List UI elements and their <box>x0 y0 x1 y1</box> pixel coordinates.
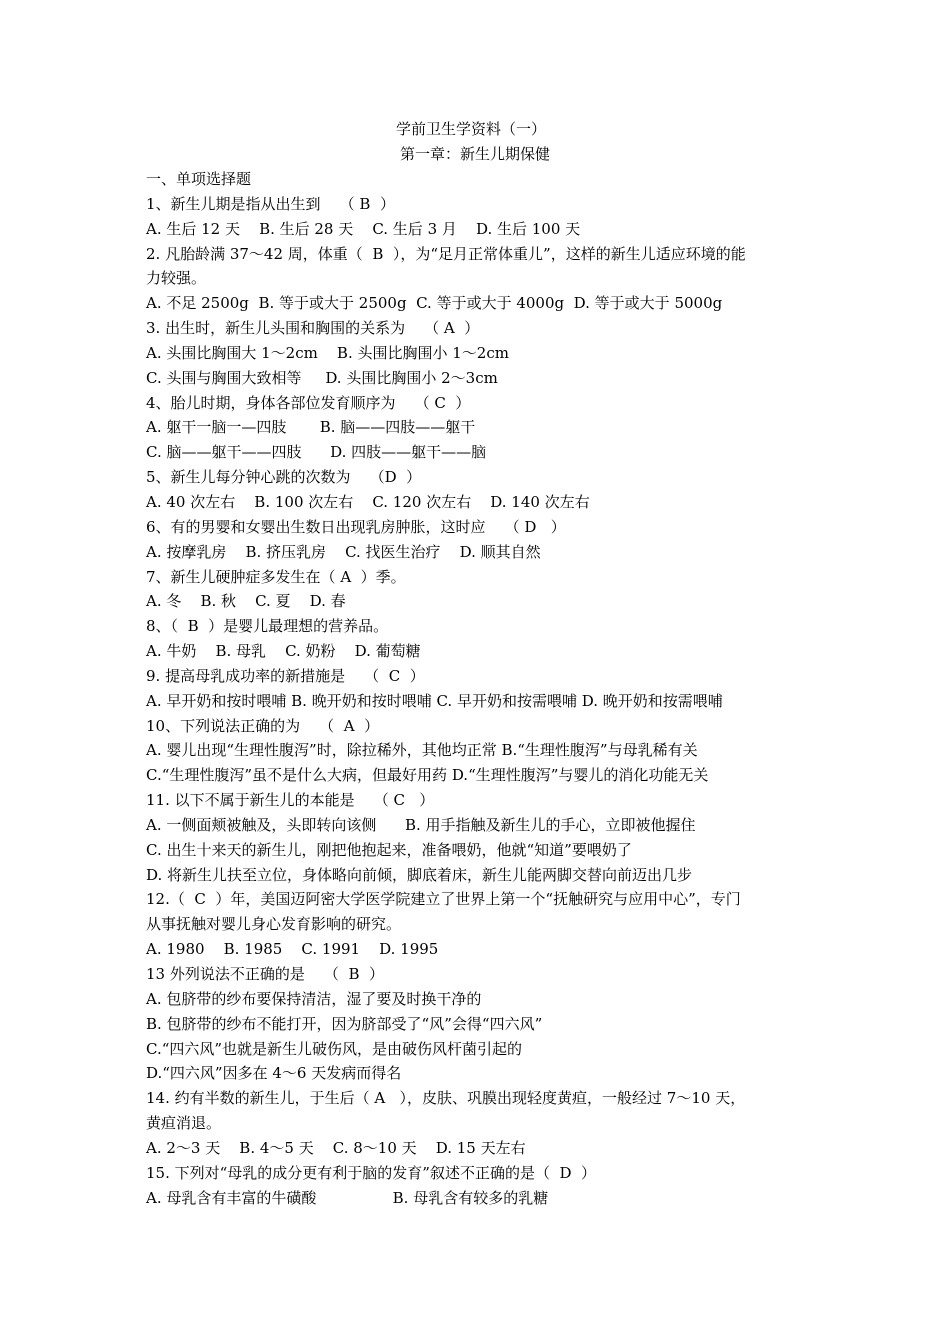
question-15: 15. 下列对“母乳的成分更有利于脑的发育”叙述不正确的是（ D ） <box>146 1163 597 1182</box>
question-8: 8、（ B ）是婴儿最理想的营养品。 <box>146 617 389 636</box>
options-14: A. 2～3 天 B. 4～5 天 C. 8～10 天 D. 15 天左右 <box>146 1138 526 1157</box>
question-7: 7、新生儿硬肿症多发生在（ A ）季。 <box>146 567 406 586</box>
options-13b: B. 包脐带的纱布不能打开，因为脐部受了“风”会得“四六风” <box>146 1014 543 1033</box>
section-heading: 一、单项选择题 <box>146 170 252 188</box>
document-title: 学前卫生学资料（一） <box>395 120 546 138</box>
options-7: A. 冬 B. 秋 C. 夏 D. 春 <box>146 592 346 611</box>
question-9: 9. 提高母乳成功率的新措施是 （ C ） <box>146 666 425 685</box>
chapter-heading: 第一章：新生儿期保健 <box>399 145 550 163</box>
question-1: 1、新生儿期是指从出生到 （ B ） <box>146 194 395 213</box>
question-12: 12.（ C ）年，美国迈阿密大学医学院建立了世界上第一个“抚触研究与应用中心”，专门 <box>146 890 741 909</box>
options-1: A. 生后 12 天 B. 生后 28 天 C. 生后 3 月 D. 生后 100 天 <box>146 219 581 238</box>
options-4b: C. 脑——躯干——四肢 D. 四肢——躯干——脑 <box>146 443 487 462</box>
options-13d: D.“四六风”因多在 4～6 天发病而得名 <box>146 1064 402 1083</box>
options-8: A. 牛奶 B. 母乳 C. 奶粉 D. 葡萄糖 <box>146 642 421 661</box>
options-11c: C. 出生十来天的新生儿，刚把他抱起来，准备喂奶，他就“知道”要喂奶了 <box>146 840 632 859</box>
options-11d: D. 将新生儿扶至立位，身体略向前倾，脚底着床，新生儿能两脚交替向前迈出几步 <box>146 865 693 884</box>
options-9: A. 早开奶和按时喂哺 B. 晚开奶和按时喂哺 C. 早开奶和按需喂哺 D. 晚开奶和按需喂哺 <box>146 691 723 710</box>
options-12: A. 1980 B. 1985 C. 1991 D. 1995 <box>146 940 439 959</box>
question-13: 13 外列说法不正确的是 （ B ） <box>146 965 385 983</box>
options-13a: A. 包脐带的纱布要保持清洁，湿了要及时换干净的 <box>146 989 482 1008</box>
question-3: 3. 出生时，新生儿头围和胸围的关系为 （ A ） <box>146 319 480 338</box>
question-2: 2. 凡胎龄满 37～42 周，体重（ B ），为“足月正常体重儿”，这样的新生儿适应环境的能 <box>146 244 746 263</box>
options-11a: A. 一侧面颊被触及，头即转向该侧 B. 用手指触及新生儿的手心，立即被他握住 <box>146 815 696 834</box>
question-10: 10、下列说法正确的为 （ A ） <box>146 716 380 735</box>
options-4a: A. 躯干一脑一—四肢 B. 脑——四肢——躯干 <box>146 418 476 437</box>
question-12-cont: 从事抚触对婴儿身心发育影响的研究。 <box>146 915 402 934</box>
options-10a: A. 婴儿出现“生理性腹泻”时，除拉稀外，其他均正常 B.“生理性腹泻”与母乳稀有关 <box>146 741 698 760</box>
options-13c: C.“四六风”也就是新生儿破伤风，是由破伤风杆菌引起的 <box>146 1039 523 1058</box>
options-2: A. 不足 2500g B. 等于或大于 2500g C. 等于或大于 4000g D. 等于或大于 5000g <box>146 294 723 313</box>
options-15: A. 母乳含有丰富的牛磺酸 B. 母乳含有较多的乳糖 <box>146 1188 549 1207</box>
question-4: 4、胎儿时期，身体各部位发育顺序为 （ C ） <box>146 393 471 412</box>
options-3b: C. 头围与胸围大致相等 D. 头围比胸围小 2～3cm <box>146 368 498 387</box>
question-11: 11. 以下不属于新生儿的本能是 （ C ） <box>146 791 435 810</box>
question-14-cont: 黄疸消退。 <box>146 1114 222 1133</box>
options-5: A. 40 次左右 B. 100 次左右 C. 120 次左右 D. 140 次左右 <box>146 492 590 511</box>
question-5: 5、新生儿每分钟心跳的次数为 （D ） <box>146 468 422 487</box>
document-body <box>146 167 814 1210</box>
options-3a: A. 头围比胸围大 1～2cm B. 头围比胸围小 1～2cm <box>146 343 509 362</box>
options-6: A. 按摩乳房 B. 挤压乳房 C. 找医生治疗 D. 顺其自然 <box>146 542 541 561</box>
question-2-cont: 力较强。 <box>146 269 207 288</box>
question-14: 14. 约有半数的新生儿，于生后（ A ），皮肤、巩膜出现轻度黄疸，一般经过 7～10 天， <box>146 1089 746 1108</box>
question-6: 6、有的男婴和女婴出生数日出现乳房肿胀，这时应 （ D ） <box>146 517 566 536</box>
options-10b: C.“生理性腹泻”虽不是什么大病，但最好用药 D.“生理性腹泻”与婴儿的消化功能无关 <box>146 766 709 785</box>
